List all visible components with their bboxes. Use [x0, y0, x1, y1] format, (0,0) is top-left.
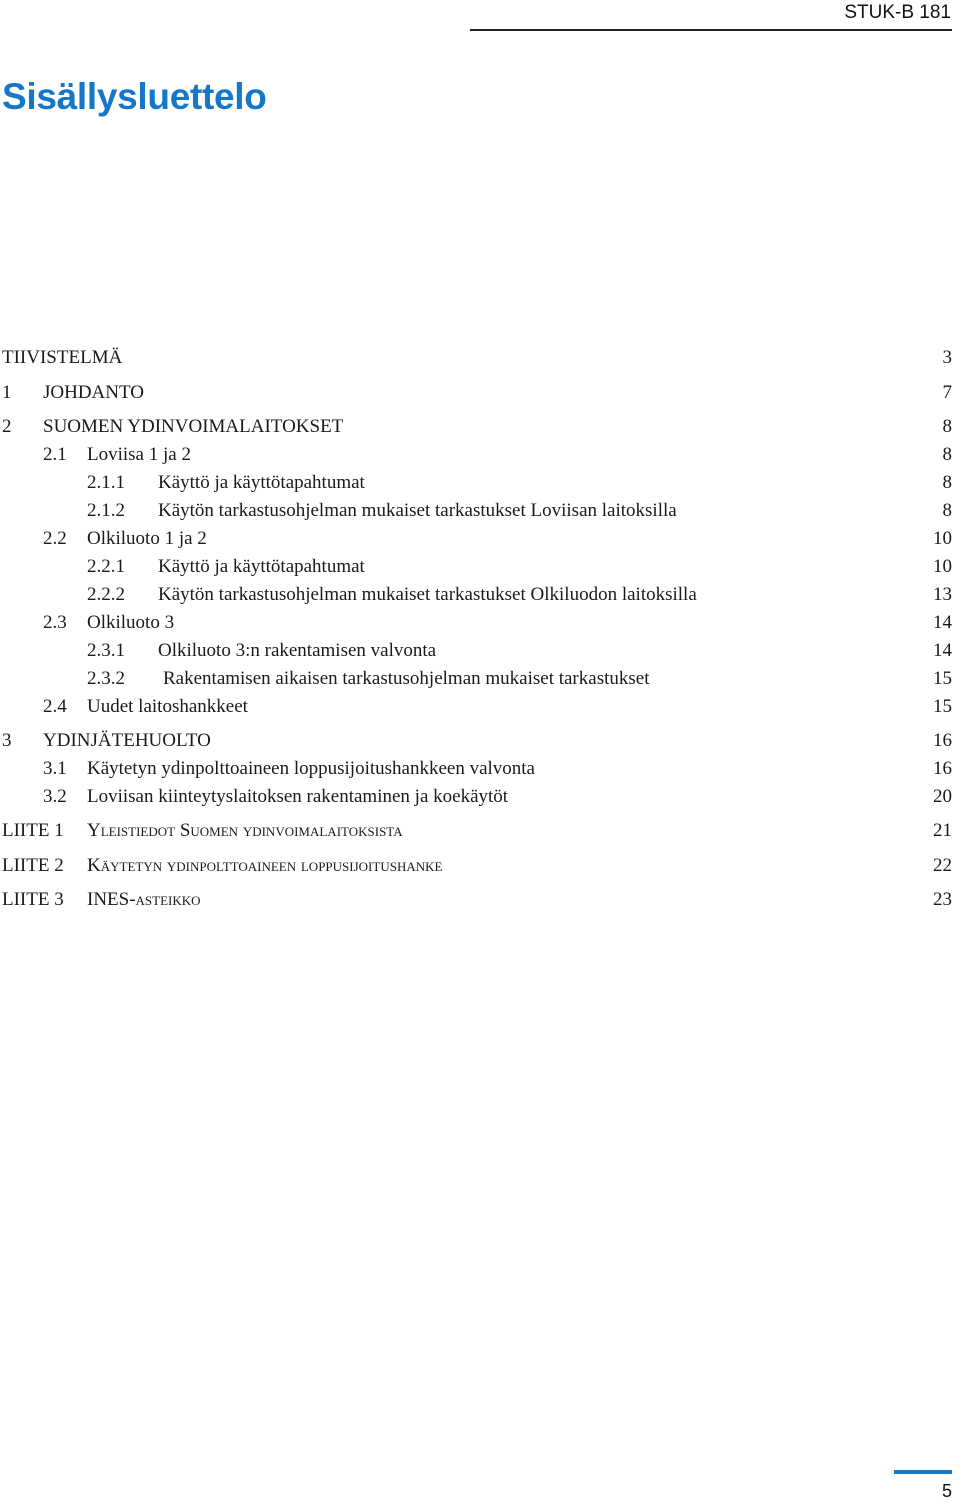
footer-accent-bar — [894, 1470, 952, 1474]
toc-entry-ydinjatehuolto[interactable] — [0, 728, 952, 754]
toc-entry-uudet-laitoshankkeet[interactable] — [0, 694, 952, 720]
toc-entry-loppusijoitus-valvonta[interactable] — [0, 756, 952, 782]
toc-entry-number: 2.3.1 — [87, 640, 125, 661]
toc-entry-page: 22 — [933, 855, 952, 876]
toc-entry-olkiluoto-tarkastukset[interactable] — [0, 582, 952, 608]
toc-entry-page: 16 — [933, 758, 952, 779]
toc-entry-page: 23 — [933, 889, 952, 910]
toc-entry-number: 2.3.2 — [87, 668, 125, 689]
toc-entry-title: YDINJÄTEHUOLTO — [43, 730, 211, 751]
toc-entry-page: 15 — [933, 696, 952, 717]
toc-entry-title: Yleistiedot Suomen ydinvoimalaitoksista — [87, 820, 403, 841]
toc-entry-olkiluoto-kaytto[interactable] — [0, 554, 952, 580]
toc-entry-loviisa-kaytto[interactable] — [0, 470, 952, 496]
toc-entry-title: JOHDANTO — [43, 382, 144, 403]
toc-entry-title: Olkiluoto 3:n rakentamisen valvonta — [158, 640, 437, 661]
toc-entry-page: 8 — [942, 500, 952, 521]
toc-entry-number: 3.1 — [43, 758, 67, 779]
toc-entry-page: 10 — [933, 556, 952, 577]
page-title: Sisällysluettelo — [2, 76, 267, 117]
toc-entry-page: 14 — [933, 612, 952, 633]
toc-entry-number: 2.3 — [43, 612, 67, 633]
toc-entry-page: 3 — [942, 347, 952, 368]
series-label: STUK-B 181 — [844, 2, 951, 23]
toc-entry-kiinteytyslaitos[interactable] — [0, 784, 952, 810]
toc-entry-number: 2.1 — [43, 444, 67, 465]
toc-entry-page: 7 — [942, 382, 952, 403]
toc-entry-title: Käytetyn ydinpolttoaineen loppusijoitushankkeen valvonta — [87, 758, 535, 779]
toc-entry-liite-1[interactable] — [0, 818, 952, 844]
toc-entry-olkiluoto-3[interactable] — [0, 610, 952, 636]
toc-entry-title: Käytön tarkastusohjelman mukaiset tarkastukset Olkiluodon laitoksilla — [158, 584, 697, 605]
toc-entry-olkiluoto-1-2[interactable] — [0, 526, 952, 552]
toc-entry-page: 13 — [933, 584, 952, 605]
toc-entry-loviisa-tarkastukset[interactable] — [0, 498, 952, 524]
toc-entry-johdanto[interactable] — [0, 380, 952, 406]
toc-entry-page: 20 — [933, 786, 952, 807]
toc-entry-title: Olkiluoto 3 — [87, 612, 175, 633]
toc-entry-title: TIIVISTELMÄ — [2, 347, 123, 368]
toc-entry-loviisa[interactable] — [0, 442, 952, 468]
toc-entry-suomen-ydinvoimalaitokset[interactable] — [0, 414, 952, 440]
toc-entry-number: 3.2 — [43, 786, 67, 807]
toc-entry-page: 8 — [942, 472, 952, 493]
toc-entry-number: LIITE 1 — [2, 820, 64, 841]
toc-entry-page: 8 — [942, 416, 952, 437]
toc-entry-title: Käyttö ja käyttötapahtumat — [158, 472, 365, 493]
toc-entry-title: Uudet laitoshankkeet — [87, 696, 248, 717]
toc-entry-number: 2.2.1 — [87, 556, 125, 577]
toc-entry-title: INES-asteikko — [87, 889, 201, 910]
toc-entry-number: 1 — [2, 382, 12, 403]
toc-entry-title: Käytetyn ydinpolttoaineen loppusijoitushanke — [87, 855, 443, 876]
toc-entry-title: Loviisan kiinteytyslaitoksen rakentaminen ja koekäytöt — [87, 786, 509, 807]
toc-entry-page: 16 — [933, 730, 952, 751]
toc-entry-title: SUOMEN YDINVOIMALAITOKSET — [43, 416, 344, 437]
toc-entry-rakentamisen-tarkastukset[interactable] — [0, 666, 952, 692]
toc-entry-liite-3[interactable] — [0, 887, 952, 913]
toc-entry-title: Loviisa 1 ja 2 — [87, 444, 191, 465]
toc-entry-title: Olkiluoto 1 ja 2 — [87, 528, 207, 549]
toc-entry-number: 2.2.2 — [87, 584, 125, 605]
toc-entry-title: Käyttö ja käyttötapahtumat — [158, 556, 365, 577]
toc-entry-page: 8 — [942, 444, 952, 465]
toc-entry-liite-2[interactable] — [0, 853, 952, 879]
toc-entry-number: 2.1.1 — [87, 472, 125, 493]
toc-entry-page: 10 — [933, 528, 952, 549]
page-number: 5 — [941, 1481, 952, 1501]
toc-entry-olkiluoto-3-valvonta[interactable] — [0, 638, 952, 664]
toc-entry-title: Rakentamisen aikaisen tarkastusohjelman mukaiset tarkastukset — [163, 668, 650, 689]
toc-entry-number: LIITE 2 — [2, 855, 64, 876]
toc-entry-number: 2.2 — [43, 528, 67, 549]
toc-entry-number: LIITE 3 — [2, 889, 64, 910]
toc-entry-number: 2 — [2, 416, 12, 437]
toc-entry-page: 15 — [933, 668, 952, 689]
toc-entry-tiivistelma[interactable] — [0, 345, 952, 371]
header-divider — [470, 29, 952, 31]
toc-entry-number: 2.1.2 — [87, 500, 125, 521]
toc-entry-number: 2.4 — [43, 696, 67, 717]
toc-entry-page: 21 — [933, 820, 952, 841]
toc-entry-number: 3 — [2, 730, 12, 751]
toc-entry-page: 14 — [933, 640, 952, 661]
toc-entry-title: Käytön tarkastusohjelman mukaiset tarkastukset Loviisan laitoksilla — [158, 500, 677, 521]
